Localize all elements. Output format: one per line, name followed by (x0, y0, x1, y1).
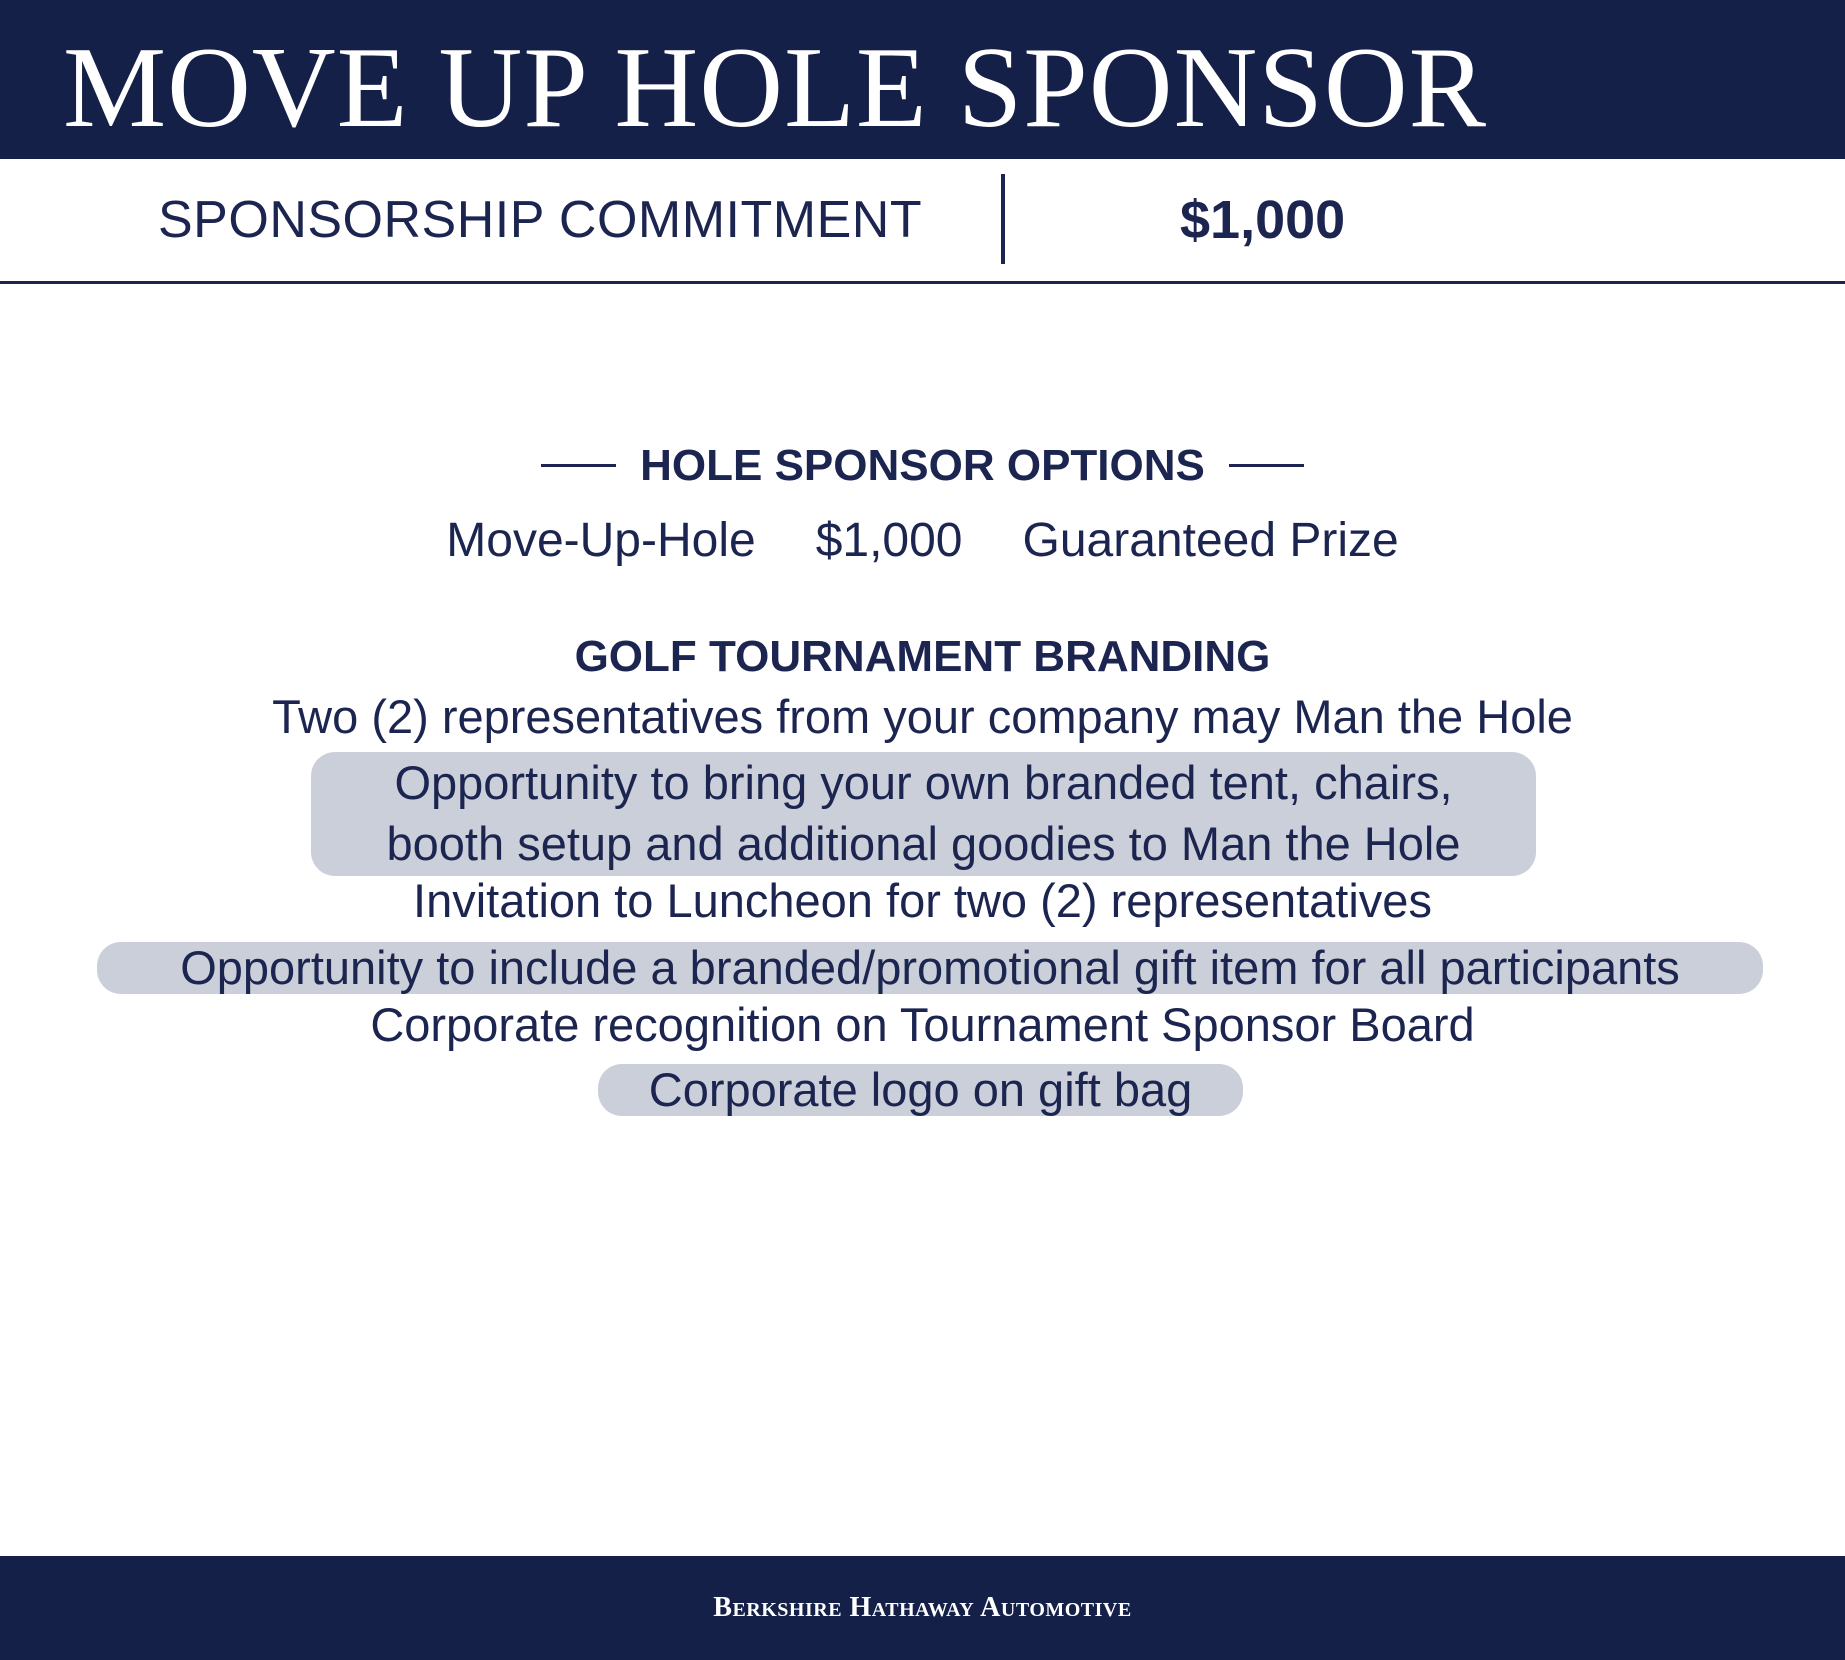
heading-dash-right (1229, 464, 1304, 467)
benefit-line: Opportunity to bring your own branded tent, chairs, (394, 756, 1453, 809)
commitment-rule (0, 281, 1845, 284)
option-price: $1,000 (815, 514, 963, 567)
benefit-item-highlighted (311, 752, 1536, 876)
benefit-item: Two (2) representatives from your company may Man the Hole (272, 690, 1573, 743)
benefit-item-highlighted: Opportunity to include a branded/promotional gift item for all participants (97, 942, 1763, 994)
options-row (0, 509, 1845, 573)
benefit-line: booth setup and additional goodies to Man the Hole (386, 817, 1461, 870)
commitment-divider (1001, 174, 1005, 264)
footer-bar (0, 1556, 1845, 1660)
commitment-amount: $1,000 (1180, 190, 1346, 250)
header-bar (0, 0, 1845, 159)
options-heading (0, 437, 1845, 495)
heading-dash-left (541, 464, 616, 467)
benefit-item: Invitation to Luncheon for two (2) representatives (413, 874, 1432, 927)
footer-brand: Berkshire Hathaway Automotive (713, 1592, 1132, 1623)
options-heading-text: HOLE SPONSOR OPTIONS (640, 441, 1205, 490)
branding-heading: GOLF TOURNAMENT BRANDING (574, 632, 1271, 681)
benefit-item-highlighted: Corporate logo on gift bag (598, 1064, 1243, 1116)
benefit-item: Corporate recognition on Tournament Sponsor Board (370, 998, 1475, 1051)
commitment-row (0, 159, 1845, 283)
commitment-label: SPONSORSHIP COMMITMENT (158, 191, 923, 249)
page-title: MOVE UP HOLE SPONSOR (63, 24, 1488, 152)
option-prize: Guaranteed Prize (1022, 514, 1399, 567)
option-name: Move-Up-Hole (446, 514, 756, 567)
